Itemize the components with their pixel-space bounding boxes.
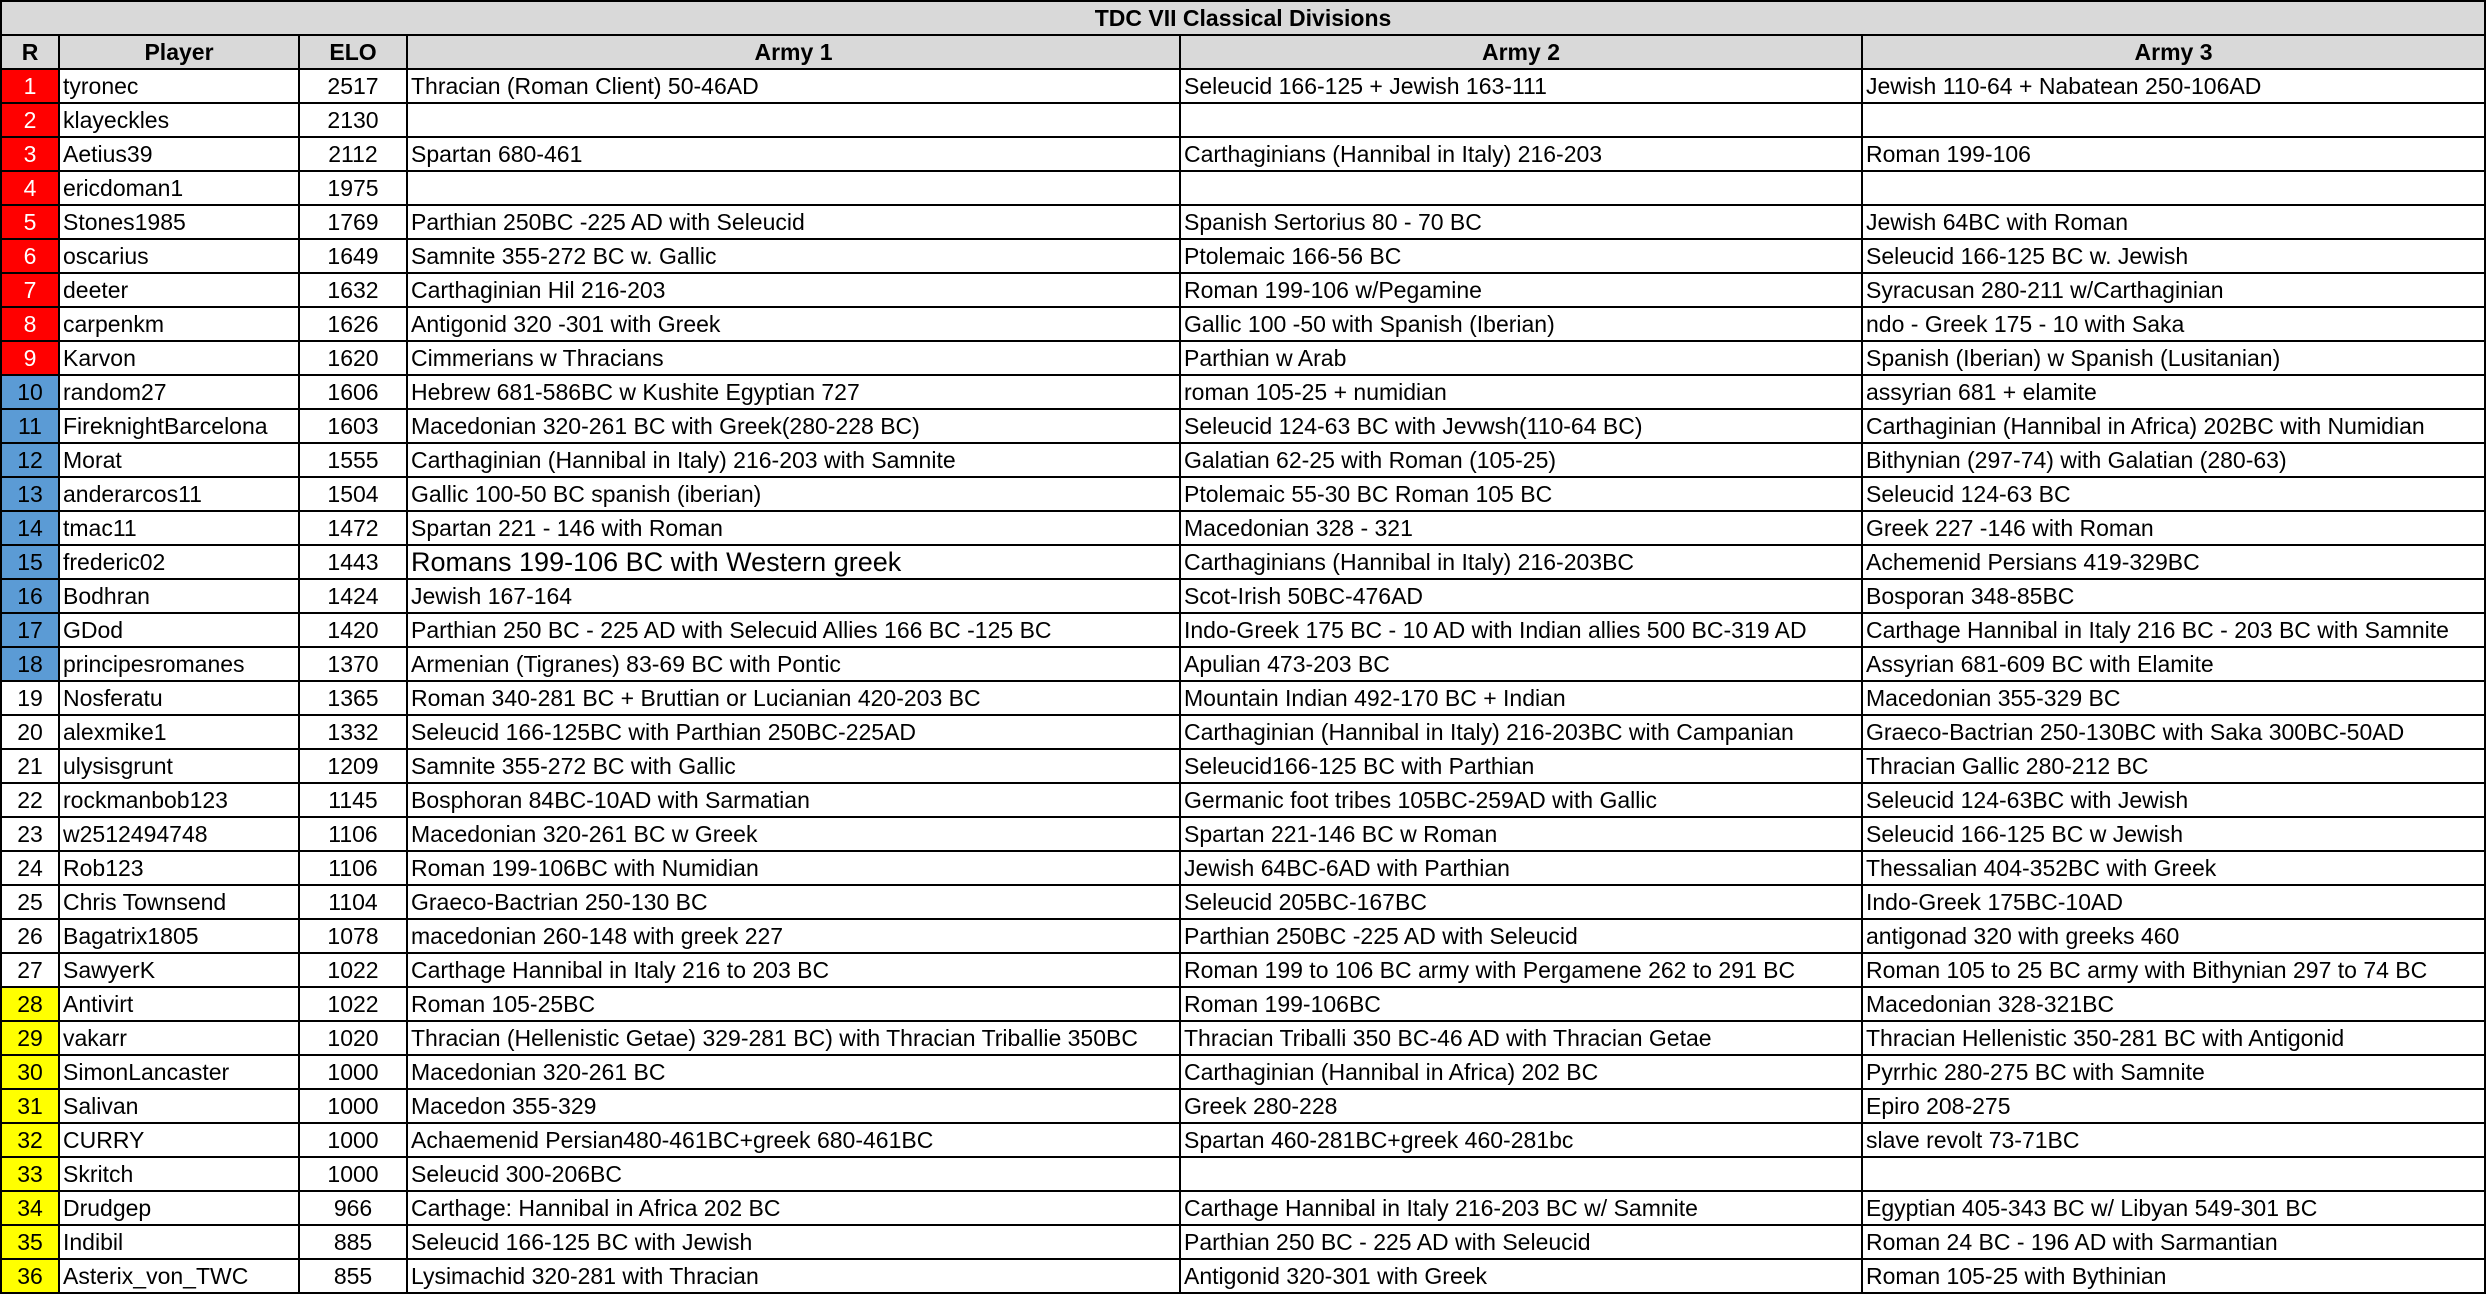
rank-cell[interactable]: 6	[1, 239, 59, 273]
army-2-cell[interactable]: Carthaginian (Hannibal in Africa) 202 BC	[1180, 1055, 1862, 1089]
army-1-cell[interactable]: Spartan 221 - 146 with Roman	[407, 511, 1180, 545]
elo-cell[interactable]: 1769	[299, 205, 407, 239]
player-cell[interactable]: Bodhran	[59, 579, 299, 613]
army-1-cell[interactable]: Macedonian 320-261 BC with Greek(280-228 BC)	[407, 409, 1180, 443]
elo-cell[interactable]: 1504	[299, 477, 407, 511]
elo-cell[interactable]: 1020	[299, 1021, 407, 1055]
army-2-cell[interactable]: Antigonid 320-301 with Greek	[1180, 1259, 1862, 1293]
army-2-cell[interactable]: Ptolemaic 166-56 BC	[1180, 239, 1862, 273]
rank-cell[interactable]: 26	[1, 919, 59, 953]
rank-cell[interactable]: 15	[1, 545, 59, 579]
rank-cell[interactable]: 8	[1, 307, 59, 341]
army-3-cell[interactable]: Thracian Hellenistic 350-281 BC with Antigonid	[1862, 1021, 2485, 1055]
rank-cell[interactable]: 1	[1, 69, 59, 103]
elo-cell[interactable]: 1370	[299, 647, 407, 681]
army-1-cell[interactable]: Carthaginian (Hannibal in Italy) 216-203 with Samnite	[407, 443, 1180, 477]
rank-cell[interactable]: 31	[1, 1089, 59, 1123]
elo-cell[interactable]: 1106	[299, 851, 407, 885]
army-3-cell[interactable]: Roman 199-106	[1862, 137, 2485, 171]
army-2-cell[interactable]: Spanish Sertorius 80 - 70 BC	[1180, 205, 1862, 239]
army-3-cell[interactable]: slave revolt 73-71BC	[1862, 1123, 2485, 1157]
army-1-cell[interactable]: Parthian 250 BC - 225 AD with Selecuid Allies 166 BC -125 BC	[407, 613, 1180, 647]
army-1-cell[interactable]: Roman 199-106BC with Numidian	[407, 851, 1180, 885]
elo-cell[interactable]: 1626	[299, 307, 407, 341]
rank-cell[interactable]: 20	[1, 715, 59, 749]
army-1-cell[interactable]: Thracian (Roman Client) 50-46AD	[407, 69, 1180, 103]
elo-cell[interactable]: 1555	[299, 443, 407, 477]
army-3-cell[interactable]: Bithynian (297-74) with Galatian (280-63)	[1862, 443, 2485, 477]
army-1-cell[interactable]: Gallic 100-50 BC spanish (iberian)	[407, 477, 1180, 511]
army-1-cell[interactable]: Graeco-Bactrian 250-130 BC	[407, 885, 1180, 919]
army-1-cell[interactable]: macedonian 260-148 with greek 227	[407, 919, 1180, 953]
player-cell[interactable]: FireknightBarcelona	[59, 409, 299, 443]
army-3-cell[interactable]: Thessalian 404-352BC with Greek	[1862, 851, 2485, 885]
table-row	[1, 885, 2485, 919]
table-row	[1, 477, 2485, 511]
elo-cell[interactable]: 1649	[299, 239, 407, 273]
header-elo[interactable]: ELO	[299, 35, 407, 69]
player-cell[interactable]: w2512494748	[59, 817, 299, 851]
rank-cell[interactable]: 11	[1, 409, 59, 443]
player-cell[interactable]: random27	[59, 375, 299, 409]
rank-cell[interactable]: 27	[1, 953, 59, 987]
player-cell[interactable]: Nosferatu	[59, 681, 299, 715]
army-2-cell[interactable]: Seleucid 166-125 + Jewish 163-111	[1180, 69, 1862, 103]
army-1-cell[interactable]: Macedonian 320-261 BC w Greek	[407, 817, 1180, 851]
army-1-cell[interactable]: Armenian (Tigranes) 83-69 BC with Pontic	[407, 647, 1180, 681]
army-3-cell[interactable]: Carthaginian (Hannibal in Africa) 202BC with Numidian	[1862, 409, 2485, 443]
table-row	[1, 205, 2485, 239]
rank-cell[interactable]: 5	[1, 205, 59, 239]
table-row	[1, 749, 2485, 783]
army-2-cell[interactable]: Spartan 460-281BC+greek 460-281bc	[1180, 1123, 1862, 1157]
player-cell[interactable]: anderarcos11	[59, 477, 299, 511]
army-1-cell[interactable]: Achaemenid Persian480-461BC+greek 680-461BC	[407, 1123, 1180, 1157]
rank-cell[interactable]: 21	[1, 749, 59, 783]
army-1-cell[interactable]	[407, 171, 1180, 205]
elo-cell[interactable]: 1104	[299, 885, 407, 919]
army-3-cell[interactable]: Seleucid 166-125 BC w Jewish	[1862, 817, 2485, 851]
player-cell[interactable]: CURRY	[59, 1123, 299, 1157]
table-row	[1, 851, 2485, 885]
army-2-cell[interactable]: Roman 199-106 w/Pegamine	[1180, 273, 1862, 307]
army-3-cell[interactable]: Thracian Gallic 280-212 BC	[1862, 749, 2485, 783]
table-row	[1, 273, 2485, 307]
header-row	[1, 35, 2485, 69]
table-row	[1, 953, 2485, 987]
elo-cell[interactable]: 966	[299, 1191, 407, 1225]
table-row	[1, 511, 2485, 545]
army-2-cell[interactable]	[1180, 1157, 1862, 1191]
header-player[interactable]: Player	[59, 35, 299, 69]
army-3-cell[interactable]: Jewish 64BC with Roman	[1862, 205, 2485, 239]
army-3-cell[interactable]: assyrian 681 + elamite	[1862, 375, 2485, 409]
elo-cell[interactable]: 1145	[299, 783, 407, 817]
army-3-cell[interactable]: Jewish 110-64 + Nabatean 250-106AD	[1862, 69, 2485, 103]
rank-cell[interactable]: 19	[1, 681, 59, 715]
rank-cell[interactable]: 4	[1, 171, 59, 205]
rank-cell[interactable]: 30	[1, 1055, 59, 1089]
rank-cell[interactable]: 10	[1, 375, 59, 409]
army-1-cell[interactable]: Macedon 355-329	[407, 1089, 1180, 1123]
elo-cell[interactable]: 1606	[299, 375, 407, 409]
player-cell[interactable]: Indibil	[59, 1225, 299, 1259]
table-row	[1, 171, 2485, 205]
rank-cell[interactable]: 3	[1, 137, 59, 171]
rank-cell[interactable]: 35	[1, 1225, 59, 1259]
rank-cell[interactable]: 18	[1, 647, 59, 681]
table-row	[1, 919, 2485, 953]
table-row	[1, 987, 2485, 1021]
elo-cell[interactable]: 2517	[299, 69, 407, 103]
table-body	[1, 69, 2485, 1293]
rank-cell[interactable]: 24	[1, 851, 59, 885]
elo-cell[interactable]: 855	[299, 1259, 407, 1293]
elo-cell[interactable]: 1424	[299, 579, 407, 613]
player-cell[interactable]: ulysisgrunt	[59, 749, 299, 783]
rank-cell[interactable]: 23	[1, 817, 59, 851]
army-2-cell[interactable]: Jewish 64BC-6AD with Parthian	[1180, 851, 1862, 885]
army-2-cell[interactable]: Carthage Hannibal in Italy 216-203 BC w/ Samnite	[1180, 1191, 1862, 1225]
army-2-cell[interactable]: Greek 280-228	[1180, 1089, 1862, 1123]
rank-cell[interactable]: 28	[1, 987, 59, 1021]
player-cell[interactable]: Salivan	[59, 1089, 299, 1123]
player-cell[interactable]: Stones1985	[59, 205, 299, 239]
army-3-cell[interactable]: Seleucid 124-63 BC	[1862, 477, 2485, 511]
army-1-cell[interactable]: Cimmerians w Thracians	[407, 341, 1180, 375]
army-1-cell[interactable]: Samnite 355-272 BC w. Gallic	[407, 239, 1180, 273]
table-row	[1, 137, 2485, 171]
elo-cell[interactable]: 1209	[299, 749, 407, 783]
army-3-cell[interactable]: Roman 105-25 with Bythinian	[1862, 1259, 2485, 1293]
army-1-cell[interactable]: Parthian 250BC -225 AD with Seleucid	[407, 205, 1180, 239]
army-3-cell[interactable]: Achemenid Persians 419-329BC	[1862, 545, 2485, 579]
army-3-cell[interactable]: Macedonian 355-329 BC	[1862, 681, 2485, 715]
player-cell[interactable]: SawyerK	[59, 953, 299, 987]
elo-cell[interactable]: 1620	[299, 341, 407, 375]
army-2-cell[interactable]	[1180, 103, 1862, 137]
table-row	[1, 443, 2485, 477]
army-1-cell[interactable]	[407, 103, 1180, 137]
player-cell[interactable]: Karvon	[59, 341, 299, 375]
sheet-title[interactable]: TDC VII Classical Divisions	[1, 1, 2485, 35]
army-2-cell[interactable]: Carthaginians (Hannibal in Italy) 216-203	[1180, 137, 1862, 171]
elo-cell[interactable]: 1000	[299, 1055, 407, 1089]
player-cell[interactable]: tmac11	[59, 511, 299, 545]
table-row	[1, 409, 2485, 443]
header-army-2[interactable]: Army 2	[1180, 35, 1862, 69]
elo-cell[interactable]: 1022	[299, 953, 407, 987]
player-cell[interactable]: SimonLancaster	[59, 1055, 299, 1089]
army-3-cell[interactable]: Seleucid 124-63BC with Jewish	[1862, 783, 2485, 817]
header-army-1[interactable]: Army 1	[407, 35, 1180, 69]
rank-cell[interactable]: 2	[1, 103, 59, 137]
table-row	[1, 103, 2485, 137]
table-row	[1, 579, 2485, 613]
army-3-cell[interactable]: ndo - Greek 175 - 10 with Saka	[1862, 307, 2485, 341]
army-1-cell[interactable]: Seleucid 166-125BC with Parthian 250BC-225AD	[407, 715, 1180, 749]
army-1-cell[interactable]: Roman 105-25BC	[407, 987, 1180, 1021]
player-cell[interactable]: Rob123	[59, 851, 299, 885]
army-3-cell[interactable]: Bosporan 348-85BC	[1862, 579, 2485, 613]
player-cell[interactable]: deeter	[59, 273, 299, 307]
elo-cell[interactable]: 1332	[299, 715, 407, 749]
rank-cell[interactable]: 12	[1, 443, 59, 477]
army-2-cell[interactable]: Carthaginians (Hannibal in Italy) 216-203BC	[1180, 545, 1862, 579]
table-row	[1, 69, 2485, 103]
player-cell[interactable]: ericdoman1	[59, 171, 299, 205]
army-1-cell[interactable]: Seleucid 166-125 BC with Jewish	[407, 1225, 1180, 1259]
elo-cell[interactable]: 1603	[299, 409, 407, 443]
rank-cell[interactable]: 17	[1, 613, 59, 647]
table-row	[1, 1225, 2485, 1259]
player-cell[interactable]: carpenkm	[59, 307, 299, 341]
army-3-cell[interactable]: Egyptian 405-343 BC w/ Libyan 549-301 BC	[1862, 1191, 2485, 1225]
elo-cell[interactable]: 1365	[299, 681, 407, 715]
title-row	[1, 1, 2485, 35]
table-row	[1, 1259, 2485, 1293]
army-2-cell[interactable]: Scot-Irish 50BC-476AD	[1180, 579, 1862, 613]
army-3-cell[interactable]: Macedonian 328-321BC	[1862, 987, 2485, 1021]
elo-cell[interactable]: 1078	[299, 919, 407, 953]
army-3-cell[interactable]: Greek 227 -146 with Roman	[1862, 511, 2485, 545]
army-2-cell[interactable]: Mountain Indian 492-170 BC + Indian	[1180, 681, 1862, 715]
table-row	[1, 375, 2485, 409]
army-3-cell[interactable]: Spanish (Iberian) w Spanish (Lusitanian)	[1862, 341, 2485, 375]
player-cell[interactable]: Asterix_von_TWC	[59, 1259, 299, 1293]
elo-cell[interactable]: 1443	[299, 545, 407, 579]
army-3-cell[interactable]: Syracusan 280-211 w/Carthaginian	[1862, 273, 2485, 307]
table-row	[1, 545, 2485, 579]
army-2-cell[interactable]: Roman 199 to 106 BC army with Pergamene 262 to 291 BC	[1180, 953, 1862, 987]
army-3-cell[interactable]: Pyrrhic 280-275 BC with Samnite	[1862, 1055, 2485, 1089]
rank-cell[interactable]: 9	[1, 341, 59, 375]
army-1-cell[interactable]: Bosphoran 84BC-10AD with Sarmatian	[407, 783, 1180, 817]
player-cell[interactable]: Antivirt	[59, 987, 299, 1021]
player-cell[interactable]: GDod	[59, 613, 299, 647]
army-3-cell[interactable]: antigonad 320 with greeks 460	[1862, 919, 2485, 953]
army-2-cell[interactable]: Germanic foot tribes 105BC-259AD with Gallic	[1180, 783, 1862, 817]
rank-cell[interactable]: 34	[1, 1191, 59, 1225]
player-cell[interactable]: principesromanes	[59, 647, 299, 681]
table-row	[1, 1123, 2485, 1157]
rank-cell[interactable]: 14	[1, 511, 59, 545]
elo-cell[interactable]: 1632	[299, 273, 407, 307]
army-3-cell[interactable]: Carthage Hannibal in Italy 216 BC - 203 BC with Samnite	[1862, 613, 2485, 647]
elo-cell[interactable]: 1420	[299, 613, 407, 647]
header-army-3[interactable]: Army 3	[1862, 35, 2485, 69]
army-1-cell[interactable]: Romans 199-106 BC with Western greek	[407, 545, 1180, 579]
army-2-cell[interactable]: Parthian w Arab	[1180, 341, 1862, 375]
army-2-cell[interactable]: Seleucid166-125 BC with Parthian	[1180, 749, 1862, 783]
player-cell[interactable]: Drudgep	[59, 1191, 299, 1225]
army-3-cell[interactable]: Roman 105 to 25 BC army with Bithynian 297 to 74 BC	[1862, 953, 2485, 987]
elo-cell[interactable]: 1000	[299, 1089, 407, 1123]
rank-cell[interactable]: 29	[1, 1021, 59, 1055]
rank-cell[interactable]: 16	[1, 579, 59, 613]
table-row	[1, 613, 2485, 647]
table-row	[1, 681, 2485, 715]
elo-cell[interactable]: 885	[299, 1225, 407, 1259]
army-3-cell[interactable]	[1862, 1157, 2485, 1191]
army-2-cell[interactable]: Roman 199-106BC	[1180, 987, 1862, 1021]
army-2-cell[interactable]: Parthian 250BC -225 AD with Seleucid	[1180, 919, 1862, 953]
army-1-cell[interactable]: Macedonian 320-261 BC	[407, 1055, 1180, 1089]
army-1-cell[interactable]: Roman 340-281 BC + Bruttian or Lucianian 420-203 BC	[407, 681, 1180, 715]
elo-cell[interactable]: 1975	[299, 171, 407, 205]
army-3-cell[interactable]: Roman 24 BC - 196 AD with Sarmantian	[1862, 1225, 2485, 1259]
army-2-cell[interactable]: Indo-Greek 175 BC - 10 AD with Indian allies 500 BC-319 AD	[1180, 613, 1862, 647]
elo-cell[interactable]: 2112	[299, 137, 407, 171]
table-row	[1, 715, 2485, 749]
army-1-cell[interactable]: Antigonid 320 -301 with Greek	[407, 307, 1180, 341]
army-3-cell[interactable]: Epiro 208-275	[1862, 1089, 2485, 1123]
elo-cell[interactable]: 1106	[299, 817, 407, 851]
army-3-cell[interactable]: Indo-Greek 175BC-10AD	[1862, 885, 2485, 919]
rank-cell[interactable]: 32	[1, 1123, 59, 1157]
player-cell[interactable]: Bagatrix1805	[59, 919, 299, 953]
player-cell[interactable]: tyronec	[59, 69, 299, 103]
army-3-cell[interactable]	[1862, 171, 2485, 205]
elo-cell[interactable]: 1000	[299, 1157, 407, 1191]
table-row	[1, 239, 2485, 273]
army-1-cell[interactable]: Spartan 680-461	[407, 137, 1180, 171]
army-1-cell[interactable]: Lysimachid 320-281 with Thracian	[407, 1259, 1180, 1293]
army-1-cell[interactable]: Jewish 167-164	[407, 579, 1180, 613]
army-1-cell[interactable]: Hebrew 681-586BC w Kushite Egyptian 727	[407, 375, 1180, 409]
player-cell[interactable]: Aetius39	[59, 137, 299, 171]
rank-cell[interactable]: 7	[1, 273, 59, 307]
army-3-cell[interactable]: Seleucid 166-125 BC w. Jewish	[1862, 239, 2485, 273]
army-2-cell[interactable]: Galatian 62-25 with Roman (105-25)	[1180, 443, 1862, 477]
rank-cell[interactable]: 33	[1, 1157, 59, 1191]
player-cell[interactable]: Chris Townsend	[59, 885, 299, 919]
army-2-cell[interactable]: Seleucid 205BC-167BC	[1180, 885, 1862, 919]
table-row	[1, 341, 2485, 375]
army-1-cell[interactable]: Carthage Hannibal in Italy 216 to 203 BC	[407, 953, 1180, 987]
player-cell[interactable]: Morat	[59, 443, 299, 477]
table-row	[1, 307, 2485, 341]
player-cell[interactable]: oscarius	[59, 239, 299, 273]
table-row	[1, 783, 2485, 817]
army-2-cell[interactable]: Gallic 100 -50 with Spanish (Iberian)	[1180, 307, 1862, 341]
table-row	[1, 817, 2485, 851]
army-2-cell[interactable]: roman 105-25 + numidian	[1180, 375, 1862, 409]
army-1-cell[interactable]: Seleucid 300-206BC	[407, 1157, 1180, 1191]
table-row	[1, 1089, 2485, 1123]
army-2-cell[interactable]: Seleucid 124-63 BC with Jevwsh(110-64 BC)	[1180, 409, 1862, 443]
army-2-cell[interactable]: Spartan 221-146 BC w Roman	[1180, 817, 1862, 851]
army-2-cell[interactable]: Carthaginian (Hannibal in Italy) 216-203BC with Campanian	[1180, 715, 1862, 749]
header-rank[interactable]: R	[1, 35, 59, 69]
army-1-cell[interactable]: Carthaginian Hil 216-203	[407, 273, 1180, 307]
table-row	[1, 1157, 2485, 1191]
player-cell[interactable]: Skritch	[59, 1157, 299, 1191]
rank-cell[interactable]: 13	[1, 477, 59, 511]
elo-cell[interactable]: 2130	[299, 103, 407, 137]
player-cell[interactable]: vakarr	[59, 1021, 299, 1055]
table-row	[1, 647, 2485, 681]
rank-cell[interactable]: 36	[1, 1259, 59, 1293]
army-2-cell[interactable]: Parthian 250 BC - 225 AD with Seleucid	[1180, 1225, 1862, 1259]
army-3-cell[interactable]: Assyrian 681-609 BC with Elamite	[1862, 647, 2485, 681]
army-1-cell[interactable]: Thracian (Hellenistic Getae) 329-281 BC) with Thracian Triballie 350BC	[407, 1021, 1180, 1055]
player-cell[interactable]: alexmike1	[59, 715, 299, 749]
army-2-cell[interactable]: Apulian 473-203 BC	[1180, 647, 1862, 681]
table-row	[1, 1055, 2485, 1089]
army-3-cell[interactable]: Graeco-Bactrian 250-130BC with Saka 300BC-50AD	[1862, 715, 2485, 749]
elo-cell[interactable]: 1472	[299, 511, 407, 545]
table-row	[1, 1021, 2485, 1055]
elo-cell[interactable]: 1000	[299, 1123, 407, 1157]
army-3-cell[interactable]	[1862, 103, 2485, 137]
army-2-cell[interactable]: Thracian Triballi 350 BC-46 AD with Thracian Getae	[1180, 1021, 1862, 1055]
table-row	[1, 1191, 2485, 1225]
army-2-cell[interactable]: Ptolemaic 55-30 BC Roman 105 BC	[1180, 477, 1862, 511]
elo-cell[interactable]: 1022	[299, 987, 407, 1021]
army-1-cell[interactable]: Samnite 355-272 BC with Gallic	[407, 749, 1180, 783]
army-1-cell[interactable]: Carthage: Hannibal in Africa 202 BC	[407, 1191, 1180, 1225]
player-cell[interactable]: rockmanbob123	[59, 783, 299, 817]
player-cell[interactable]: frederic02	[59, 545, 299, 579]
rank-cell[interactable]: 25	[1, 885, 59, 919]
army-2-cell[interactable]	[1180, 171, 1862, 205]
player-cell[interactable]: klayeckles	[59, 103, 299, 137]
army-2-cell[interactable]: Macedonian 328 - 321	[1180, 511, 1862, 545]
rank-cell[interactable]: 22	[1, 783, 59, 817]
